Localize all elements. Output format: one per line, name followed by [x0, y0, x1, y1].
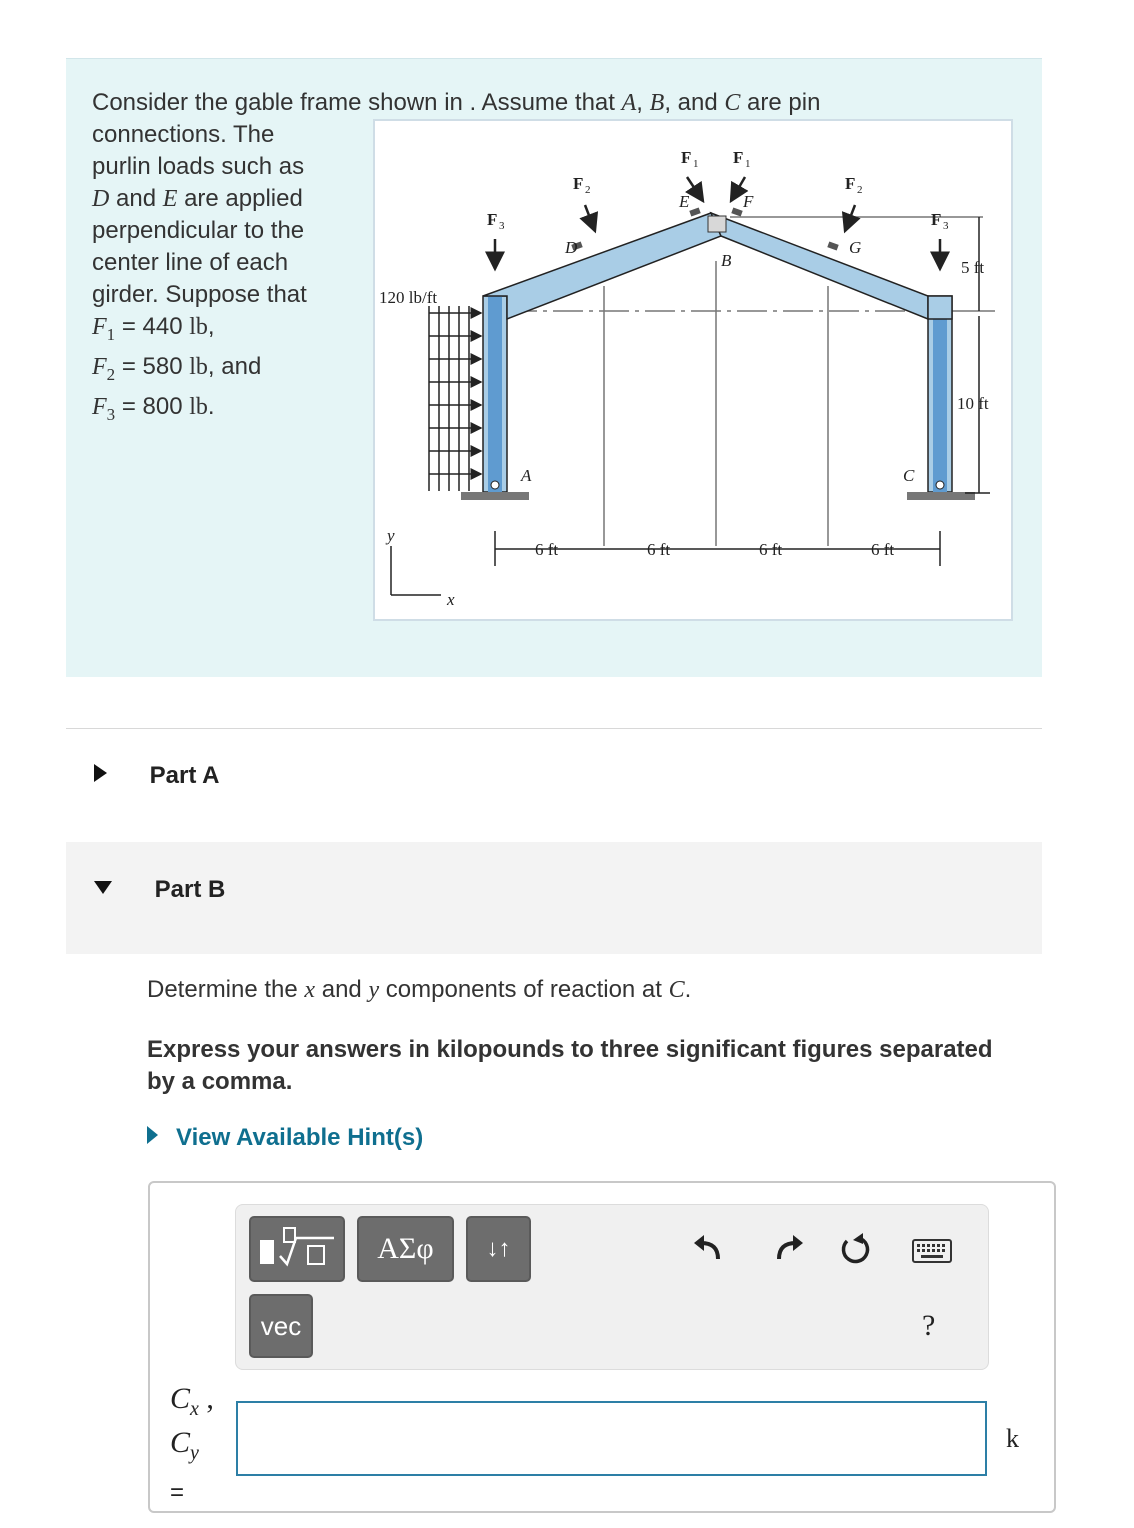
- answer-instruction: Express your answers in kilopounds to three significant figures separated by a comma.: [147, 1036, 993, 1095]
- left-girder: [483, 213, 721, 319]
- problem-text-line: purlin loads such as: [92, 153, 305, 180]
- sqrt-template-icon: [256, 1226, 338, 1272]
- right-column-core: [933, 296, 947, 492]
- question-segment: components of reaction at: [379, 976, 669, 1003]
- label-C: C: [170, 1382, 191, 1415]
- point-E-label: E: [679, 192, 690, 211]
- answer-label: [170, 1382, 230, 1510]
- label-separator: ,: [198, 1382, 214, 1415]
- problem-text-line: connections. The: [92, 121, 275, 148]
- math-E: E: [162, 186, 178, 212]
- subscript: 1: [106, 324, 116, 344]
- subscript: 3: [106, 404, 116, 424]
- dim-5ft-label: 5 ft: [961, 258, 985, 277]
- ground-right: [907, 492, 975, 500]
- math-x: x: [304, 977, 316, 1003]
- reset-icon[interactable]: [837, 1231, 873, 1267]
- collapsed-caret-icon: [94, 764, 107, 782]
- problem-panel: [66, 58, 1042, 677]
- right-girder: [711, 213, 928, 319]
- problem-text: ,: [207, 313, 215, 340]
- unit-label: k: [1006, 1424, 1019, 1453]
- purlin-G: [827, 241, 838, 250]
- problem-text: are applied: [177, 185, 303, 212]
- question-text: [147, 976, 691, 1004]
- value-text: = 580: [115, 352, 190, 380]
- problem-text-line: Consider the gable frame shown in . Assume that: [92, 89, 622, 116]
- problem-text-line: girder. Suppose that: [92, 281, 307, 308]
- math-toolbar: [235, 1204, 989, 1370]
- help-button[interactable]: ?: [922, 1309, 936, 1342]
- arrows-button[interactable]: [466, 1216, 531, 1282]
- f2-subscript: 2: [585, 184, 591, 196]
- point-A-label: A: [521, 466, 532, 485]
- subscript-x: x: [190, 1398, 199, 1420]
- axes: [391, 546, 441, 595]
- redo-icon[interactable]: [772, 1231, 806, 1265]
- axis-y-label: y: [387, 526, 395, 545]
- part-a-toggle[interactable]: [94, 762, 219, 790]
- question-segment: .: [684, 976, 692, 1003]
- load-label: 120 lb/ft: [379, 288, 438, 307]
- hint-caret-icon: [147, 1126, 158, 1144]
- unit-text: lb: [189, 393, 208, 420]
- question-segment: and: [315, 976, 369, 1003]
- vector-label: vec: [260, 1310, 302, 1341]
- f2-subscript: 2: [857, 184, 863, 196]
- math-F: F: [92, 353, 107, 380]
- f1-subscript: 1: [745, 158, 751, 170]
- problem-text: , and: [664, 89, 725, 116]
- subscript: 2: [106, 364, 116, 384]
- dim-6ft-label: 6 ft: [535, 540, 559, 559]
- part-b-header[interactable]: [66, 842, 1042, 954]
- point-B-label: B: [721, 251, 732, 270]
- gable-frame-diagram: [375, 121, 1011, 619]
- f3-subscript: 3: [943, 220, 949, 232]
- f3-label: F: [487, 210, 498, 229]
- math-C: C: [668, 977, 685, 1003]
- problem-text-line: center line of each: [92, 249, 289, 276]
- math-F: F: [92, 393, 107, 420]
- vector-button[interactable]: [249, 1294, 313, 1358]
- axis-x-label: x: [447, 590, 455, 609]
- dim-6ft-label: 6 ft: [647, 540, 671, 559]
- purlin-E: [689, 207, 700, 216]
- equals-sign: =: [170, 1479, 185, 1506]
- f2-label: F: [573, 174, 584, 193]
- math-C: C: [724, 90, 741, 116]
- point-D-label: D: [565, 238, 578, 257]
- dim-6ft-label: 6 ft: [871, 540, 895, 559]
- right-knee: [928, 296, 952, 319]
- unit-text: lb: [189, 353, 208, 380]
- math-D: D: [92, 186, 110, 212]
- f1-label: F: [681, 148, 692, 167]
- hint-link-label: View Available Hint(s): [176, 1124, 424, 1151]
- ground-supports: [461, 481, 975, 500]
- value-text: = 440: [115, 313, 190, 340]
- math-F: F: [92, 314, 107, 340]
- ground-left: [461, 492, 529, 500]
- point-C-label: C: [903, 466, 915, 485]
- part-b-toggle[interactable]: [94, 876, 225, 904]
- greek-symbols-button[interactable]: [357, 1216, 454, 1282]
- f3-subscript: 3: [499, 220, 505, 232]
- problem-text: .: [207, 392, 215, 420]
- gable-frame-figure: [373, 119, 1013, 621]
- pin-B: [708, 216, 726, 232]
- greek-symbols-label: ΑΣφ: [377, 1232, 434, 1265]
- answer-input[interactable]: [236, 1401, 987, 1476]
- subscript-y: y: [190, 1442, 199, 1464]
- f1-subscript: 1: [693, 158, 699, 170]
- problem-text: , and: [207, 352, 262, 380]
- math-B: B: [649, 90, 665, 116]
- problem-text-line: perpendicular to the: [92, 217, 305, 244]
- expanded-caret-icon: [94, 881, 112, 894]
- unit-text: lb: [189, 314, 208, 340]
- keyboard-icon[interactable]: [912, 1239, 952, 1263]
- distributed-load: [429, 306, 481, 491]
- undo-icon[interactable]: [691, 1231, 725, 1265]
- part-b-label: Part B: [154, 876, 226, 903]
- f2-label: F: [845, 174, 856, 193]
- purlin-F: [731, 207, 742, 216]
- point-F-label: F: [743, 192, 754, 211]
- value-text: = 800: [115, 392, 190, 420]
- point-G-label: G: [849, 238, 862, 257]
- divider: [66, 728, 1042, 729]
- templates-button[interactable]: [249, 1216, 345, 1282]
- problem-text: are pin: [740, 89, 821, 116]
- dim-6ft-label: 6 ft: [759, 540, 783, 559]
- left-column-core: [488, 296, 502, 492]
- math-y: y: [368, 977, 380, 1003]
- math-A: A: [621, 90, 637, 116]
- view-hints-link[interactable]: [147, 1124, 423, 1152]
- label-C: C: [170, 1426, 191, 1459]
- pin-A: [491, 481, 499, 489]
- f3-label: F: [931, 210, 942, 229]
- problem-text: and: [109, 185, 163, 212]
- dim-10ft-label: 10 ft: [957, 394, 989, 413]
- question-segment: Determine the: [147, 976, 305, 1003]
- problem-text: ,: [636, 89, 650, 116]
- part-a-label: Part A: [149, 762, 220, 789]
- pin-C: [936, 481, 944, 489]
- arrows-label: ↓↑: [486, 1235, 511, 1262]
- f1-label: F: [733, 148, 744, 167]
